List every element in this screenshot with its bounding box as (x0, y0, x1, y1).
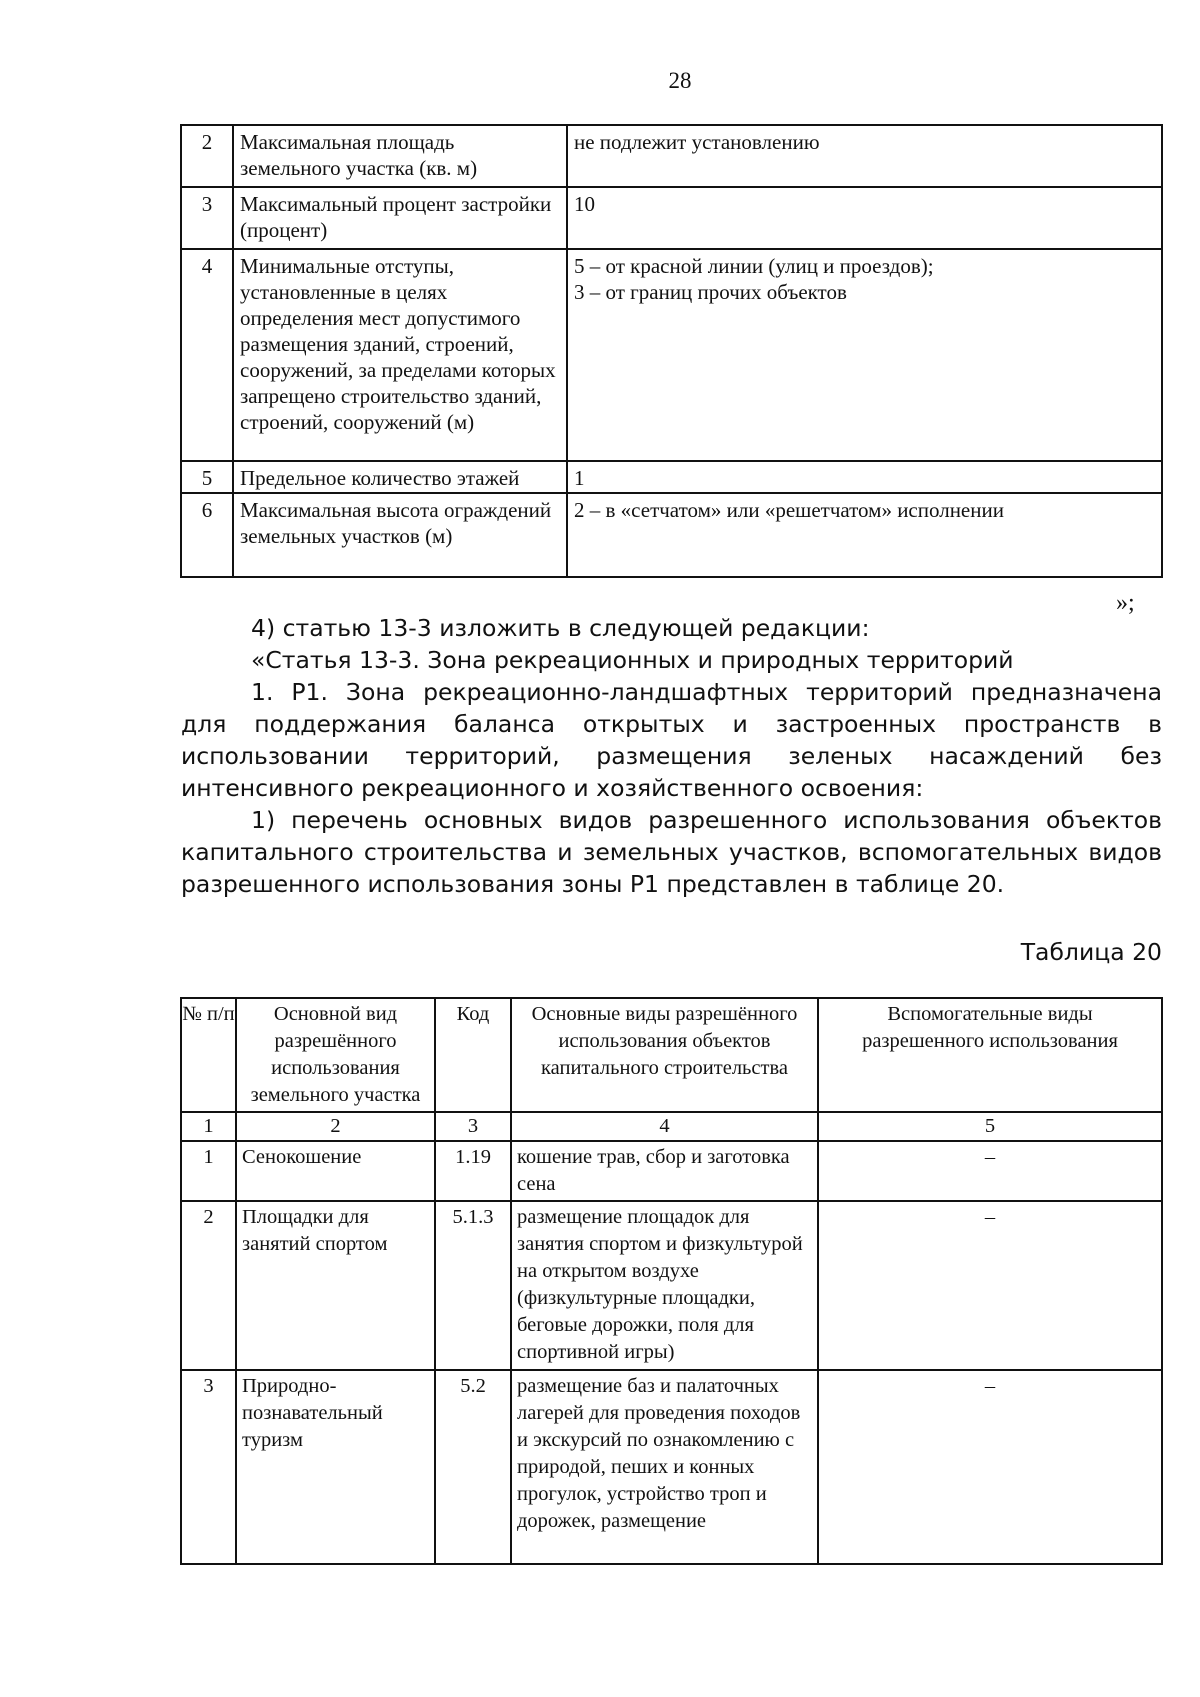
table-row (181, 493, 1162, 577)
table-header-row (181, 998, 1162, 1112)
body-text (181, 612, 1162, 900)
paragraph-zone-description: 1. Р1. Зона рекреационно-ландшафтных территорий предназначена для поддержания баланса открытых и застроенных пространств в использовании территорий, размещения зеленых насаждений без интенсивного рекреационного и хозяйственного освоения: (181, 678, 1162, 802)
header-auxiliary-uses: Вспомогательные виды разрешенного использования (818, 998, 1162, 1112)
column-index: 5 (818, 1112, 1162, 1141)
value-line: 3 – от границ прочих объектов (574, 280, 847, 304)
article-heading: «Статья 13-3. Зона рекреационных и природных территорий (251, 646, 1014, 674)
row-number: 2 (181, 125, 233, 187)
page-number: 28 (668, 68, 692, 93)
parameter-name: Минимальные отступы, установленные в целях определения мест допустимого размещения зданий, строений, сооружений, за пределами которых запрещено строительство зданий, строений, сооружений (м) (233, 249, 567, 461)
table-row (181, 1201, 1162, 1370)
use-description: размещение площадок для занятия спортом и физкультурой на открытом воздухе (физкультурные площадки, беговые дорожки, поля для спортивной игры) (511, 1201, 818, 1370)
column-index: 4 (511, 1112, 818, 1141)
row-number: 3 (181, 1370, 236, 1564)
use-description: кошение трав, сбор и заготовка сена (511, 1141, 818, 1201)
parameter-name: Максимальная площадь земельного участка (кв. м) (233, 125, 567, 187)
value-line: 5 – от красной линии (улиц и проездов); (574, 254, 934, 278)
header-code: Код (435, 998, 511, 1112)
column-index-row (181, 1112, 1162, 1141)
use-description: размещение баз и палаточных лагерей для проведения походов и экскурсий по ознакомлению с природой, пеших и конных прогулок, устройство троп и дорожек, размещение (511, 1370, 818, 1564)
use-code: 5.1.3 (435, 1201, 511, 1370)
table-row (181, 461, 1162, 493)
row-number: 6 (181, 493, 233, 577)
column-index: 2 (236, 1112, 435, 1141)
row-number: 1 (181, 1141, 236, 1201)
parameter-value: 10 (567, 187, 1162, 249)
row-number: 3 (181, 187, 233, 249)
column-index: 3 (435, 1112, 511, 1141)
table-row (181, 125, 1162, 187)
table-row (181, 1370, 1162, 1564)
closing-quote: »; (1116, 590, 1135, 616)
use-kind: Площадки для занятий спортом (236, 1201, 435, 1370)
use-kind: Природно-познавательный туризм (236, 1370, 435, 1564)
use-code: 1.19 (435, 1141, 511, 1201)
table-row (181, 1141, 1162, 1201)
auxiliary-use: – (818, 1201, 1162, 1370)
zone-parameters-table (180, 124, 1163, 578)
parameter-name: Предельное количество этажей (233, 461, 567, 493)
header-main-kind: Основной вид разрешённого использования земельного участка (236, 998, 435, 1112)
column-index: 1 (181, 1112, 236, 1141)
table-row (181, 187, 1162, 249)
parameter-value: 1 (567, 461, 1162, 493)
header-main-uses: Основные виды разрешённого использования объектов капитального строительства (511, 998, 818, 1112)
parameter-name: Максимальный процент застройки (процент) (233, 187, 567, 249)
paragraph-list: 1) перечень основных видов разрешенного использования объектов капитального строительства и земельных участков, вспомогательных видов разрешенного использования зоны Р1 представлен в таблице 20. (181, 806, 1162, 898)
parameter-name: Максимальная высота ограждений земельных участков (м) (233, 493, 567, 577)
use-code: 5.2 (435, 1370, 511, 1564)
auxiliary-use: – (818, 1141, 1162, 1201)
parameter-value: 2 – в «сетчатом» или «решетчатом» исполнении (567, 493, 1162, 577)
table-caption: Таблица 20 (1020, 938, 1162, 966)
use-kind: Сенокошение (236, 1141, 435, 1201)
auxiliary-use: – (818, 1370, 1162, 1564)
table-row (181, 249, 1162, 461)
parameter-value: не подлежит установлению (567, 125, 1162, 187)
parameter-value (567, 249, 1162, 461)
land-use-table (180, 997, 1163, 1565)
header-number: № п/п (181, 998, 236, 1112)
paragraph-amendment: 4) статью 13-3 изложить в следующей редакции: (251, 614, 870, 642)
row-number: 2 (181, 1201, 236, 1370)
row-number: 5 (181, 461, 233, 493)
row-number: 4 (181, 249, 233, 461)
